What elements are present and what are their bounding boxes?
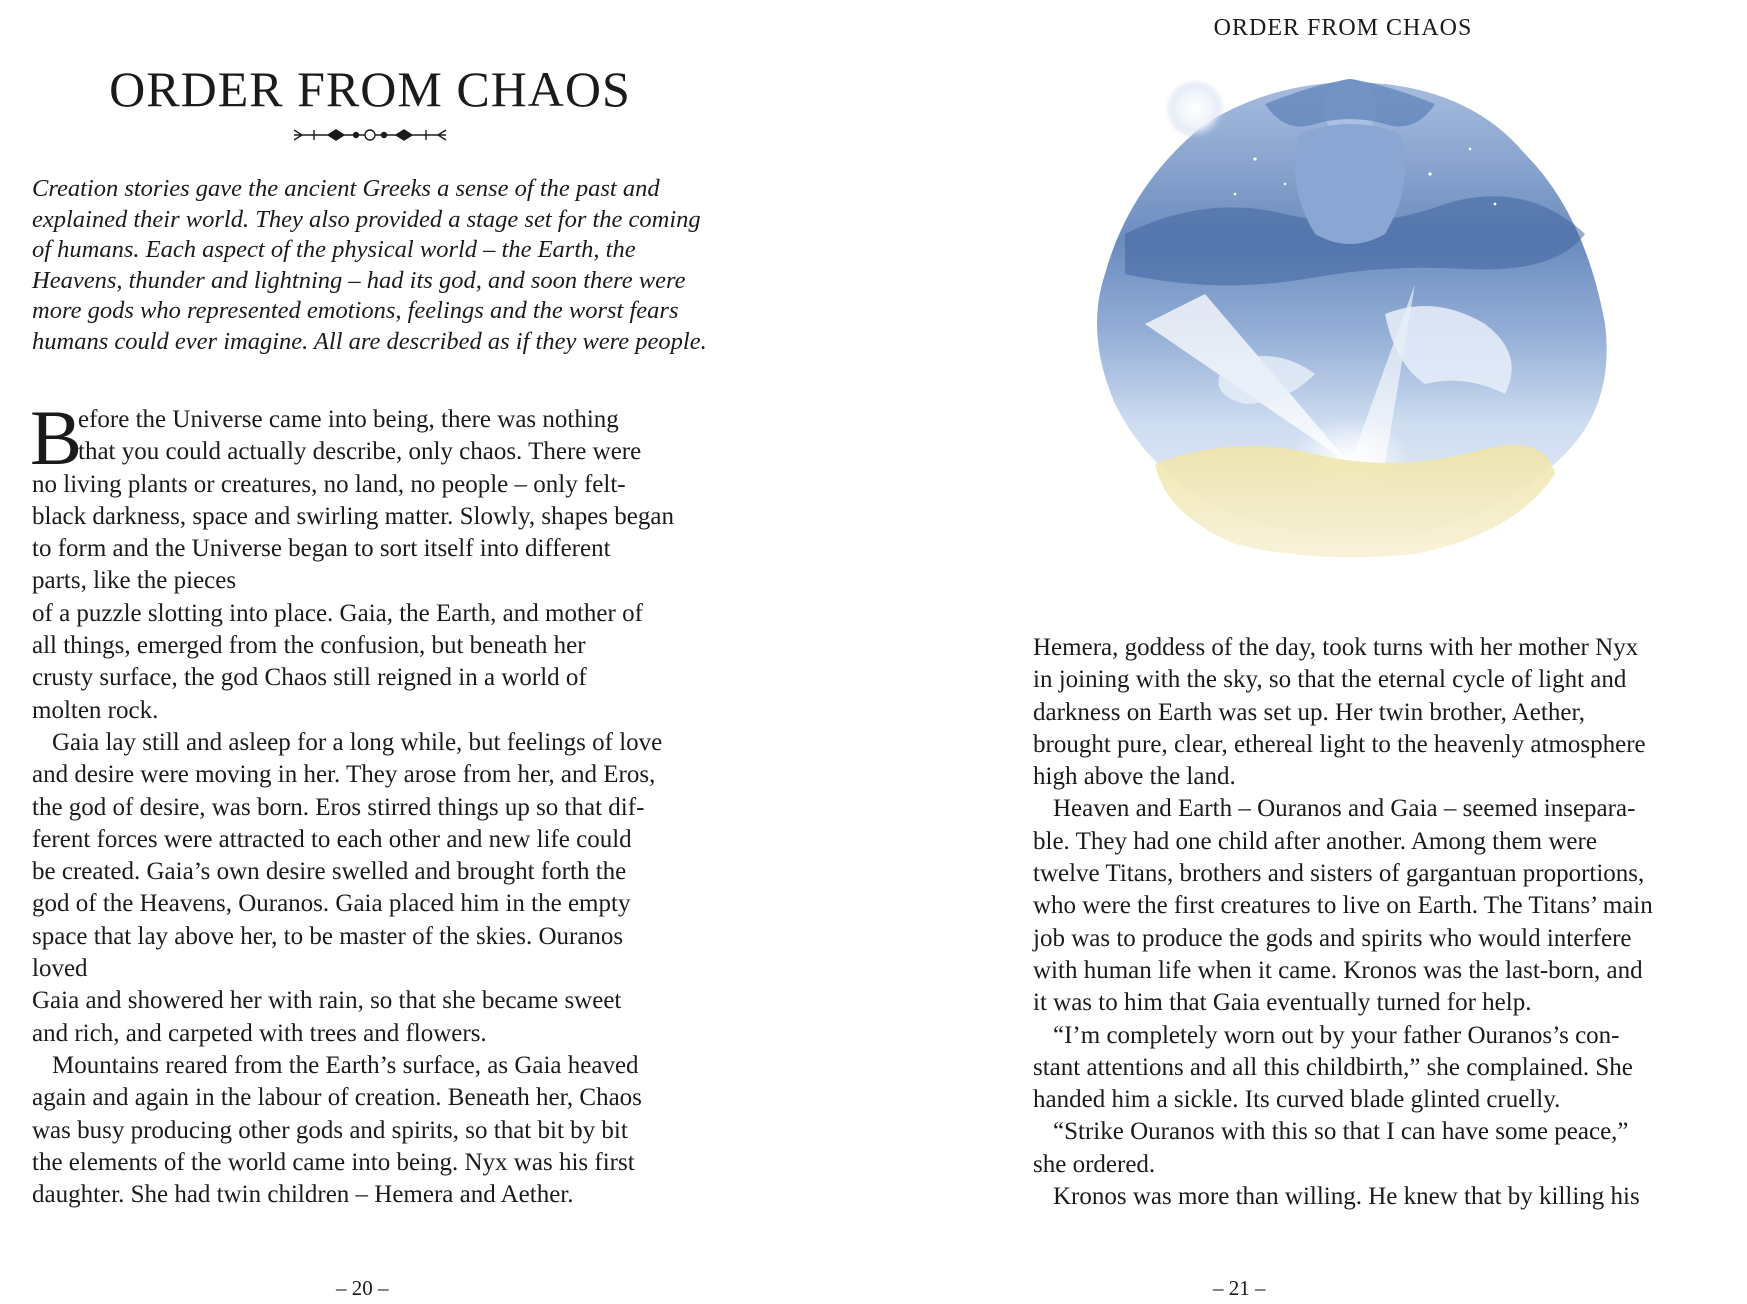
text-line: twelve Titans, brothers and sisters of gargantuan proportions, <box>1033 860 1645 888</box>
text-line: no living plants or creatures, no land, no people – only felt- <box>32 470 626 498</box>
text-line: in joining with the sky, so that the eternal cycle of light and <box>1033 666 1627 694</box>
text-line: loved <box>32 955 88 983</box>
text-line: “Strike Ouranos with this so that I can have some peace,” <box>1053 1118 1629 1146</box>
text-line: stant attentions and all this childbirth,” she complained. She <box>1033 1053 1633 1081</box>
intro-line: of humans. Each aspect of the physical world – the Earth, the <box>32 236 636 264</box>
text-line: be created. Gaia’s own desire swelled and brought forth the <box>32 858 627 886</box>
text-line: Kronos was more than willing. He knew that by killing his <box>1053 1183 1640 1211</box>
text-line: ble. They had one child after another. Among them were <box>1033 827 1597 855</box>
text-line: molten rock. <box>32 696 159 724</box>
text-line: efore the Universe came into being, there was nothing <box>78 406 619 433</box>
text-line: to form and the Universe began to sort itself into different <box>32 535 611 563</box>
text-line: with human life when it came. Kronos was the last-born, and <box>1033 956 1643 984</box>
text-line: Mountains reared from the Earth’s surface, as Gaia heaved <box>52 1051 639 1079</box>
text-line: crusty surface, the god Chaos still reigned in a world of <box>32 664 587 692</box>
text-line: black darkness, space and swirling matter. Slowly, shapes began <box>32 502 674 530</box>
text-line: all things, emerged from the confusion, but beneath her <box>32 632 586 660</box>
text-line: and rich, and carpeted with trees and flowers. <box>32 1019 487 1047</box>
text-line: the god of desire, was born. Eros stirred things up so that dif- <box>32 793 645 821</box>
intro-line: humans could ever imagine. All are described as if they were people. <box>32 327 707 355</box>
text-line: darkness on Earth was set up. Her twin brother, Aether, <box>1033 698 1586 726</box>
text-line: space that lay above her, to be master of the skies. Ouranos <box>32 922 624 950</box>
page-number: – 20 – <box>336 1276 389 1300</box>
intro-line: Creation stories gave the ancient Greeks a sense of the past and <box>32 175 660 202</box>
text-line: daughter. She had twin children – Hemera and Aether. <box>32 1181 574 1209</box>
text-line: job was to produce the gods and spirits who would interfere <box>1033 924 1632 952</box>
running-head: ORDER FROM CHAOS <box>1213 15 1473 41</box>
text-line: god of the Heavens, Ouranos. Gaia placed him in the empty <box>32 890 631 918</box>
text-line: brought pure, clear, ethereal light to the heavenly atmosphere <box>1033 730 1646 758</box>
text-line: Heaven and Earth – Ouranos and Gaia – seemed insepara- <box>1053 795 1636 823</box>
text-line: she ordered. <box>1033 1150 1156 1178</box>
text-line: “I’m completely worn out by your father Ouranos’s con- <box>1053 1021 1620 1049</box>
intro-line: Heavens, thunder and lightning – had its god, and soon there were <box>32 266 686 294</box>
text-line: who were the first creatures to live on Earth. The Titans’ main <box>1033 892 1653 920</box>
text-line: it was to him that Gaia eventually turned for help. <box>1033 989 1532 1017</box>
right-page <box>873 0 1747 1304</box>
text-line: Gaia and showered her with rain, so that she became sweet <box>32 987 622 1015</box>
intro-line: more gods who represented emotions, feelings and the worst fears <box>32 297 679 325</box>
left-body-text <box>30 394 732 1211</box>
text-line: parts, like the pieces <box>32 567 237 595</box>
page-number: – 21 – <box>1213 1276 1266 1300</box>
intro-line: explained their world. They also provided a stage set for the coming <box>32 205 701 233</box>
chapter-title: ORDER FROM CHAOS <box>109 61 631 117</box>
drop-cap: B <box>30 394 83 481</box>
watercolor-goddess-sky-illustration-icon <box>1085 64 1615 624</box>
text-line: Gaia lay still and asleep for a long while, but feelings of love <box>52 728 663 756</box>
decorative-flourish-icon <box>290 126 450 144</box>
text-line: high above the land. <box>1033 763 1236 791</box>
text-line: ferent forces were attracted to each other and new life could <box>32 825 632 853</box>
text-line: was busy producing other gods and spirits, so that bit by bit <box>32 1116 628 1144</box>
text-line: again and again in the labour of creation. Beneath her, Chaos <box>32 1084 642 1112</box>
text-line: of a puzzle slotting into place. Gaia, the Earth, and mother of <box>32 599 643 627</box>
left-page <box>0 0 873 1304</box>
chapter-intro <box>32 174 712 358</box>
text-line: handed him a sickle. Its curved blade glinted cruelly. <box>1033 1086 1561 1114</box>
text-line: Hemera, goddess of the day, took turns with her mother Nyx <box>1033 634 1639 661</box>
right-body-text <box>1033 632 1733 1213</box>
text-line: that you could actually describe, only chaos. There were <box>78 438 642 466</box>
text-line: the elements of the world came into being. Nyx was his first <box>32 1148 635 1176</box>
text-line: and desire were moving in her. They arose from her, and Eros, <box>32 761 656 789</box>
